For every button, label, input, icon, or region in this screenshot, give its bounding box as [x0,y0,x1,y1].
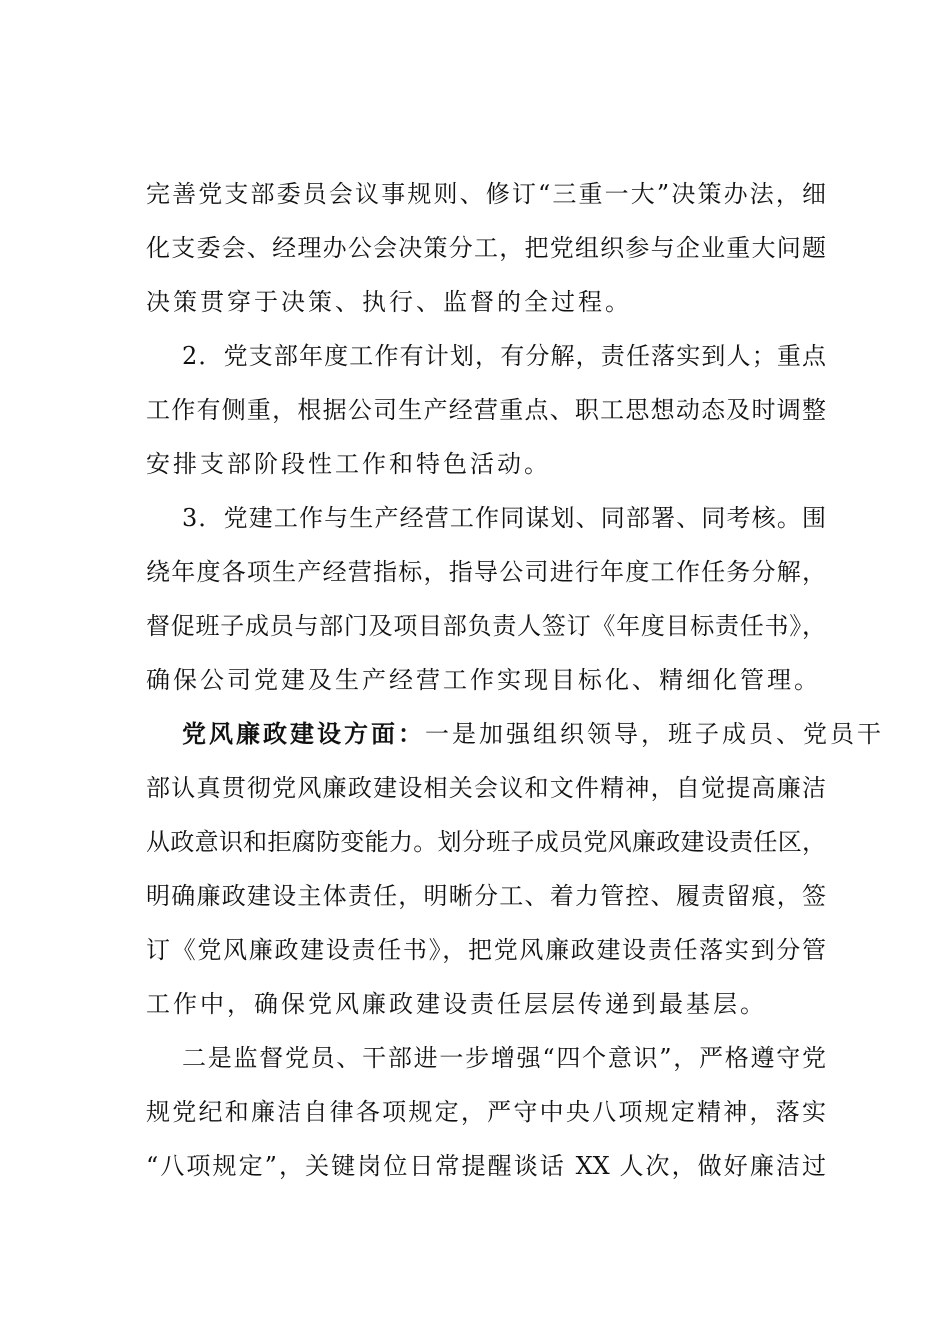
paragraph-item-2 [146,341,826,479]
text-line: 督促班子成员与部门及项目部负责人签订《年度目标责任书》， [146,612,826,640]
paragraph-lianzheng [146,719,884,1019]
text-line: 决策贯穿于决策、执行、监督的全过程。 [146,288,632,316]
paragraph-intro [146,179,826,317]
heading-line-rest: 一是加强组织领导，班子成员、党员干 [425,720,884,748]
text-line: “八项规定”，关键岗位日常提醒谈话 XX 人次，做好廉洁过 [146,1152,826,1180]
text-line [146,719,884,749]
text-line: 规党纪和廉洁自律各项规定，严守中央八项规定精神，落实 [146,1098,826,1126]
text-line: 二是监督党员、干部进一步增强“四个意识”，严格遵守党 [182,1044,826,1072]
text-line: 明确廉政建设主体责任，明晰分工、着力管控、履责留痕，签 [146,882,826,910]
text-line: 3．党建工作与生产经营工作同谋划、同部署、同考核。围 [182,504,826,532]
text-line: 工作中，确保党风廉政建设责任层层传递到最基层。 [146,990,767,1018]
text-line: 完善党支部委员会议事规则、修订“三重一大”决策办法，细 [146,180,826,208]
text-line: 确保公司党建及生产经营工作实现目标化、精细化管理。 [146,666,821,694]
section-heading: 党风廉政建设方面： [182,719,425,748]
text-line: 2．党支部年度工作有计划，有分解，责任落实到人；重点 [182,342,826,370]
paragraph-item-3 [146,503,826,695]
text-line: 绕年度各项生产经营指标，指导公司进行年度工作任务分解， [146,558,826,586]
paragraph-erchi [146,1043,826,1181]
text-line: 订《党风廉政建设责任书》，把党风廉政建设责任落实到分管 [146,936,826,964]
text-line: 化支委会、经理办公会决策分工，把党组织参与企业重大问题 [146,234,826,262]
text-line: 从政意识和拒腐防变能力。划分班子成员党风廉政建设责任区， [146,828,826,856]
text-line: 安排支部阶段性工作和特色活动。 [146,450,551,478]
text-line: 部认真贯彻党风廉政建设相关会议和文件精神，自觉提高廉洁 [146,774,826,802]
text-line: 工作有侧重，根据公司生产经营重点、职工思想动态及时调整 [146,396,826,424]
document-body [146,179,884,1205]
